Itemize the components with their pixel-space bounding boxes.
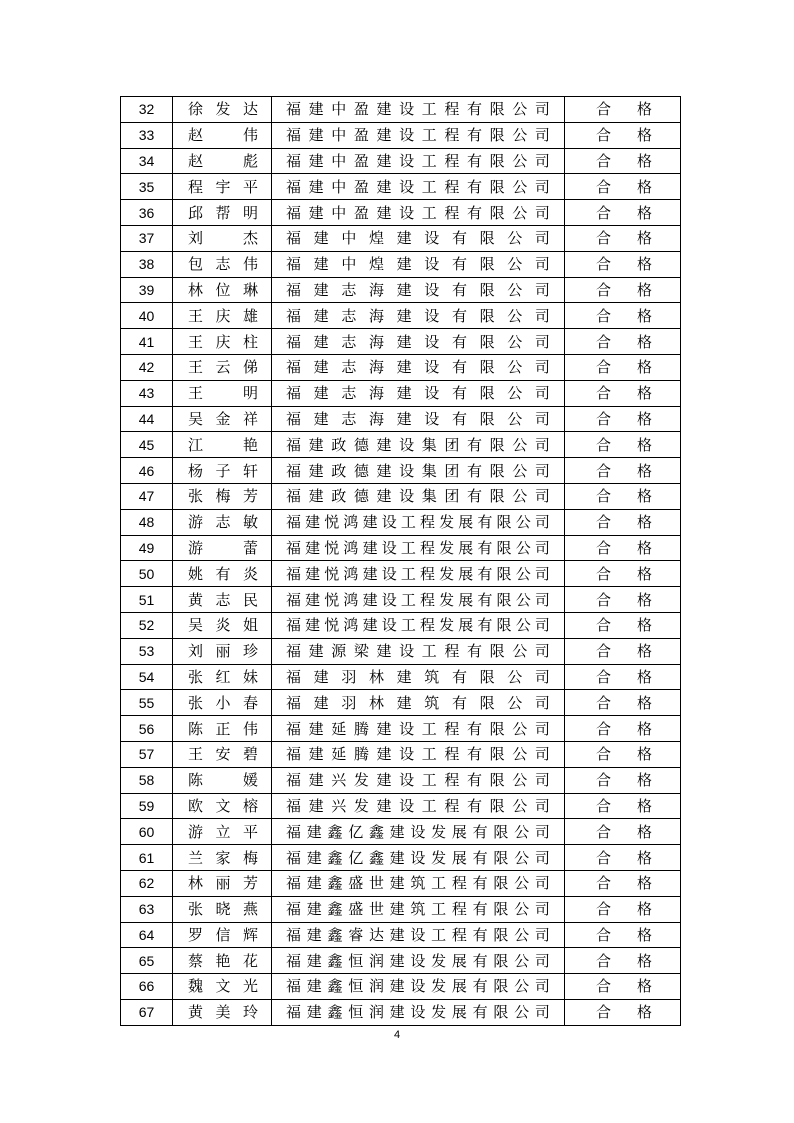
person-name-cell xyxy=(173,174,272,200)
table-row xyxy=(121,819,681,845)
company-name-cell xyxy=(272,122,565,148)
result-text: 合 格 xyxy=(596,332,652,351)
person-name: 姚 有 炎 xyxy=(188,564,258,583)
result-text-cell xyxy=(565,587,681,613)
row-number: 62 xyxy=(121,870,173,896)
row-number: 33 xyxy=(121,122,173,148)
result-text-cell xyxy=(565,148,681,174)
person-name-cell xyxy=(173,767,272,793)
person-name-cell xyxy=(173,122,272,148)
company-name: 福 建 鑫 亿 鑫 建 设 发 展 有 限 公 司 xyxy=(286,848,550,867)
company-name: 福 建 悦 鸿 建 设 工 程 发 展 有 限 公 司 xyxy=(286,538,550,557)
person-name: 徐 发 达 xyxy=(188,100,258,119)
company-name-cell xyxy=(272,148,565,174)
company-name-cell xyxy=(272,870,565,896)
row-number: 66 xyxy=(121,974,173,1000)
row-number: 56 xyxy=(121,716,173,742)
row-number: 61 xyxy=(121,845,173,871)
company-name: 福 建 中 盈 建 设 工 程 有 限 公 司 xyxy=(286,203,550,222)
person-name: 张 红 妹 xyxy=(188,667,258,686)
person-name-cell xyxy=(173,483,272,509)
result-text-cell xyxy=(565,303,681,329)
company-name-cell xyxy=(272,200,565,226)
company-name: 福 建 志 海 建 设 有 限 公 司 xyxy=(286,409,550,428)
table-row xyxy=(121,638,681,664)
person-name-cell xyxy=(173,380,272,406)
person-name: 林 位 琳 xyxy=(188,280,258,299)
company-name: 福 建 鑫 盛 世 建 筑 工 程 有 限 公 司 xyxy=(286,900,550,919)
person-name: 陈 正 伟 xyxy=(188,719,258,738)
result-text-cell xyxy=(565,97,681,123)
company-name-cell xyxy=(272,509,565,535)
company-name: 福 建 悦 鸿 建 设 工 程 发 展 有 限 公 司 xyxy=(286,564,550,583)
table-row xyxy=(121,200,681,226)
company-name: 福 建 鑫 恒 润 建 设 发 展 有 限 公 司 xyxy=(286,977,550,996)
result-text: 合 格 xyxy=(596,409,652,428)
person-name: 陈 媛 xyxy=(188,771,258,790)
result-text: 合 格 xyxy=(596,280,652,299)
person-name: 刘 丽 珍 xyxy=(188,642,258,661)
row-number: 41 xyxy=(121,329,173,355)
company-name: 福 建 志 海 建 设 有 限 公 司 xyxy=(286,332,550,351)
row-number: 51 xyxy=(121,587,173,613)
result-text: 合 格 xyxy=(596,951,652,970)
result-text: 合 格 xyxy=(596,151,652,170)
table-row xyxy=(121,458,681,484)
row-number: 67 xyxy=(121,999,173,1025)
table-row xyxy=(121,329,681,355)
person-name-cell xyxy=(173,819,272,845)
company-name-cell xyxy=(272,690,565,716)
person-name: 杨 子 轩 xyxy=(188,461,258,480)
person-name: 王 庆 雄 xyxy=(188,306,258,325)
result-text: 合 格 xyxy=(596,487,652,506)
person-name: 吴 金 祥 xyxy=(188,409,258,428)
company-name-cell xyxy=(272,561,565,587)
company-name-cell xyxy=(272,432,565,458)
company-name-cell xyxy=(272,896,565,922)
result-text: 合 格 xyxy=(596,977,652,996)
company-name-cell xyxy=(272,277,565,303)
company-name-cell xyxy=(272,819,565,845)
row-number: 43 xyxy=(121,380,173,406)
person-name-cell xyxy=(173,690,272,716)
company-name-cell xyxy=(272,174,565,200)
result-text: 合 格 xyxy=(596,306,652,325)
company-name: 福 建 鑫 亿 鑫 建 设 发 展 有 限 公 司 xyxy=(286,822,550,841)
table-row xyxy=(121,587,681,613)
result-text: 合 格 xyxy=(596,1003,652,1022)
row-number: 59 xyxy=(121,793,173,819)
result-text-cell xyxy=(565,122,681,148)
company-name-cell xyxy=(272,612,565,638)
result-text: 合 格 xyxy=(596,693,652,712)
person-name-cell xyxy=(173,303,272,329)
company-name-cell xyxy=(272,587,565,613)
result-text: 合 格 xyxy=(596,822,652,841)
person-name-cell xyxy=(173,638,272,664)
table-row xyxy=(121,225,681,251)
result-text-cell xyxy=(565,432,681,458)
company-name: 福 建 中 盈 建 设 工 程 有 限 公 司 xyxy=(286,100,550,119)
result-text-cell xyxy=(565,225,681,251)
person-name-cell xyxy=(173,251,272,277)
company-name-cell xyxy=(272,303,565,329)
table-row xyxy=(121,277,681,303)
result-text: 合 格 xyxy=(596,745,652,764)
row-number: 50 xyxy=(121,561,173,587)
result-text-cell xyxy=(565,896,681,922)
row-number: 38 xyxy=(121,251,173,277)
person-name: 游 蕾 xyxy=(188,538,258,557)
result-text-cell xyxy=(565,793,681,819)
row-number: 64 xyxy=(121,922,173,948)
result-text-cell xyxy=(565,716,681,742)
result-text-cell xyxy=(565,638,681,664)
company-name-cell xyxy=(272,225,565,251)
result-text-cell xyxy=(565,406,681,432)
person-name-cell xyxy=(173,148,272,174)
row-number: 37 xyxy=(121,225,173,251)
table-row xyxy=(121,845,681,871)
company-name: 福 建 中 煌 建 设 有 限 公 司 xyxy=(286,255,550,274)
person-name: 欧 文 榕 xyxy=(188,796,258,815)
person-name-cell xyxy=(173,999,272,1025)
result-text-cell xyxy=(565,354,681,380)
person-name: 江 艳 xyxy=(188,435,258,454)
result-text-cell xyxy=(565,277,681,303)
company-name: 福 建 延 腾 建 设 工 程 有 限 公 司 xyxy=(286,745,550,764)
row-number: 55 xyxy=(121,690,173,716)
table-row xyxy=(121,716,681,742)
company-name: 福 建 中 盈 建 设 工 程 有 限 公 司 xyxy=(286,126,550,145)
table-row xyxy=(121,406,681,432)
result-text: 合 格 xyxy=(596,177,652,196)
person-name-cell xyxy=(173,561,272,587)
company-name: 福 建 兴 发 建 设 工 程 有 限 公 司 xyxy=(286,771,550,790)
company-name-cell xyxy=(272,483,565,509)
table-row xyxy=(121,535,681,561)
table-row xyxy=(121,793,681,819)
table-row xyxy=(121,509,681,535)
person-name: 王 明 xyxy=(188,384,258,403)
person-name-cell xyxy=(173,716,272,742)
person-name: 王 云 俤 xyxy=(188,358,258,377)
company-name: 福 建 延 腾 建 设 工 程 有 限 公 司 xyxy=(286,719,550,738)
company-name-cell xyxy=(272,458,565,484)
person-name: 邱 帮 明 xyxy=(188,203,258,222)
person-name: 张 梅 芳 xyxy=(188,487,258,506)
result-text-cell xyxy=(565,329,681,355)
row-number: 46 xyxy=(121,458,173,484)
result-text-cell xyxy=(565,948,681,974)
result-text-cell xyxy=(565,458,681,484)
company-name-cell xyxy=(272,535,565,561)
result-text: 合 格 xyxy=(596,126,652,145)
person-name: 吴 炎 姐 xyxy=(188,616,258,635)
person-name: 蔡 艳 花 xyxy=(188,951,258,970)
person-name-cell xyxy=(173,200,272,226)
result-text-cell xyxy=(565,612,681,638)
company-name: 福 建 中 盈 建 设 工 程 有 限 公 司 xyxy=(286,151,550,170)
company-name-cell xyxy=(272,406,565,432)
table-row xyxy=(121,767,681,793)
result-text: 合 格 xyxy=(596,771,652,790)
person-name-cell xyxy=(173,97,272,123)
table-row xyxy=(121,922,681,948)
table-row xyxy=(121,870,681,896)
table-row xyxy=(121,380,681,406)
person-name-cell xyxy=(173,845,272,871)
person-name: 黄 美 玲 xyxy=(188,1003,258,1022)
table-row xyxy=(121,251,681,277)
person-name-cell xyxy=(173,896,272,922)
table-row xyxy=(121,999,681,1025)
results-table-body xyxy=(121,97,681,1026)
result-text: 合 格 xyxy=(596,384,652,403)
company-name: 福 建 鑫 盛 世 建 筑 工 程 有 限 公 司 xyxy=(286,874,550,893)
result-text: 合 格 xyxy=(596,796,652,815)
company-name: 福 建 源 梁 建 设 工 程 有 限 公 司 xyxy=(286,642,550,661)
person-name: 王 安 碧 xyxy=(188,745,258,764)
result-text: 合 格 xyxy=(596,229,652,248)
company-name-cell xyxy=(272,97,565,123)
person-name-cell xyxy=(173,509,272,535)
company-name-cell xyxy=(272,354,565,380)
result-text-cell xyxy=(565,741,681,767)
row-number: 57 xyxy=(121,741,173,767)
person-name-cell xyxy=(173,329,272,355)
result-text-cell xyxy=(565,251,681,277)
result-text-cell xyxy=(565,664,681,690)
company-name-cell xyxy=(272,716,565,742)
result-text-cell xyxy=(565,561,681,587)
person-name: 赵 伟 xyxy=(188,126,258,145)
company-name-cell xyxy=(272,948,565,974)
person-name: 张 晓 燕 xyxy=(188,900,258,919)
result-text-cell xyxy=(565,819,681,845)
table-row xyxy=(121,896,681,922)
person-name: 黄 志 民 xyxy=(188,590,258,609)
company-name-cell xyxy=(272,767,565,793)
result-text-cell xyxy=(565,767,681,793)
row-number: 52 xyxy=(121,612,173,638)
result-text: 合 格 xyxy=(596,203,652,222)
row-number: 35 xyxy=(121,174,173,200)
result-text-cell xyxy=(565,380,681,406)
result-text: 合 格 xyxy=(596,358,652,377)
row-number: 34 xyxy=(121,148,173,174)
company-name: 福 建 政 德 建 设 集 团 有 限 公 司 xyxy=(286,435,550,454)
person-name-cell xyxy=(173,432,272,458)
person-name: 赵 彪 xyxy=(188,151,258,170)
company-name: 福 建 政 德 建 设 集 团 有 限 公 司 xyxy=(286,487,550,506)
result-text: 合 格 xyxy=(596,719,652,738)
row-number: 63 xyxy=(121,896,173,922)
result-text: 合 格 xyxy=(596,616,652,635)
person-name-cell xyxy=(173,741,272,767)
company-name-cell xyxy=(272,922,565,948)
result-text: 合 格 xyxy=(596,255,652,274)
company-name: 福 建 志 海 建 设 有 限 公 司 xyxy=(286,306,550,325)
result-text-cell xyxy=(565,870,681,896)
company-name: 福 建 志 海 建 设 有 限 公 司 xyxy=(286,358,550,377)
company-name: 福 建 政 德 建 设 集 团 有 限 公 司 xyxy=(286,461,550,480)
row-number: 65 xyxy=(121,948,173,974)
row-number: 54 xyxy=(121,664,173,690)
company-name-cell xyxy=(272,793,565,819)
company-name-cell xyxy=(272,638,565,664)
result-text: 合 格 xyxy=(596,538,652,557)
row-number: 42 xyxy=(121,354,173,380)
table-row xyxy=(121,690,681,716)
result-text: 合 格 xyxy=(596,667,652,686)
result-text: 合 格 xyxy=(596,874,652,893)
row-number: 32 xyxy=(121,97,173,123)
table-row xyxy=(121,612,681,638)
company-name: 福 建 羽 林 建 筑 有 限 公 司 xyxy=(286,693,550,712)
table-row xyxy=(121,974,681,1000)
result-text-cell xyxy=(565,999,681,1025)
company-name-cell xyxy=(272,999,565,1025)
result-text-cell xyxy=(565,174,681,200)
company-name-cell xyxy=(272,329,565,355)
result-text: 合 格 xyxy=(596,435,652,454)
company-name-cell xyxy=(272,664,565,690)
row-number: 58 xyxy=(121,767,173,793)
person-name: 魏 文 光 xyxy=(188,977,258,996)
result-text-cell xyxy=(565,974,681,1000)
result-text: 合 格 xyxy=(596,590,652,609)
row-number: 44 xyxy=(121,406,173,432)
company-name-cell xyxy=(272,845,565,871)
company-name: 福 建 鑫 恒 润 建 设 发 展 有 限 公 司 xyxy=(286,951,550,970)
person-name-cell xyxy=(173,948,272,974)
person-name: 游 立 平 xyxy=(188,822,258,841)
person-name: 刘 杰 xyxy=(188,229,258,248)
person-name: 张 小 春 xyxy=(188,693,258,712)
company-name: 福 建 鑫 恒 润 建 设 发 展 有 限 公 司 xyxy=(286,1003,550,1022)
person-name-cell xyxy=(173,225,272,251)
company-name-cell xyxy=(272,741,565,767)
table-row xyxy=(121,303,681,329)
company-name: 福 建 中 煌 建 设 有 限 公 司 xyxy=(286,229,550,248)
company-name: 福 建 羽 林 建 筑 有 限 公 司 xyxy=(286,667,550,686)
person-name: 游 志 敏 xyxy=(188,513,258,532)
person-name: 罗 信 辉 xyxy=(188,925,258,944)
row-number: 47 xyxy=(121,483,173,509)
result-text: 合 格 xyxy=(596,848,652,867)
table-row xyxy=(121,432,681,458)
table-row xyxy=(121,483,681,509)
person-name-cell xyxy=(173,664,272,690)
person-name: 王 庆 柱 xyxy=(188,332,258,351)
table-row xyxy=(121,741,681,767)
result-text: 合 格 xyxy=(596,900,652,919)
result-text: 合 格 xyxy=(596,513,652,532)
row-number: 36 xyxy=(121,200,173,226)
person-name-cell xyxy=(173,870,272,896)
table-row xyxy=(121,174,681,200)
row-number: 40 xyxy=(121,303,173,329)
person-name: 林 丽 芳 xyxy=(188,874,258,893)
company-name-cell xyxy=(272,251,565,277)
result-text: 合 格 xyxy=(596,564,652,583)
row-number: 53 xyxy=(121,638,173,664)
result-text-cell xyxy=(565,483,681,509)
person-name-cell xyxy=(173,974,272,1000)
person-name-cell xyxy=(173,922,272,948)
table-row xyxy=(121,354,681,380)
company-name: 福 建 兴 发 建 设 工 程 有 限 公 司 xyxy=(286,796,550,815)
row-number: 45 xyxy=(121,432,173,458)
person-name-cell xyxy=(173,277,272,303)
results-table xyxy=(120,96,681,1026)
company-name-cell xyxy=(272,380,565,406)
result-text: 合 格 xyxy=(596,461,652,480)
person-name: 兰 家 梅 xyxy=(188,848,258,867)
person-name-cell xyxy=(173,793,272,819)
result-text-cell xyxy=(565,200,681,226)
table-row xyxy=(121,948,681,974)
company-name: 福 建 悦 鸿 建 设 工 程 发 展 有 限 公 司 xyxy=(286,616,550,635)
result-text-cell xyxy=(565,922,681,948)
company-name: 福 建 悦 鸿 建 设 工 程 发 展 有 限 公 司 xyxy=(286,513,550,532)
person-name-cell xyxy=(173,354,272,380)
table-row xyxy=(121,122,681,148)
company-name: 福 建 鑫 睿 达 建 设 工 程 有 限 公 司 xyxy=(286,925,550,944)
person-name-cell xyxy=(173,612,272,638)
result-text-cell xyxy=(565,845,681,871)
person-name-cell xyxy=(173,458,272,484)
person-name-cell xyxy=(173,406,272,432)
result-text-cell xyxy=(565,509,681,535)
company-name: 福 建 志 海 建 设 有 限 公 司 xyxy=(286,384,550,403)
person-name: 程 宇 平 xyxy=(188,177,258,196)
row-number: 60 xyxy=(121,819,173,845)
table-row xyxy=(121,97,681,123)
row-number: 48 xyxy=(121,509,173,535)
company-name-cell xyxy=(272,974,565,1000)
person-name: 包 志 伟 xyxy=(188,255,258,274)
table-row xyxy=(121,664,681,690)
result-text-cell xyxy=(565,535,681,561)
result-text: 合 格 xyxy=(596,100,652,119)
company-name: 福 建 志 海 建 设 有 限 公 司 xyxy=(286,280,550,299)
person-name-cell xyxy=(173,587,272,613)
result-text-cell xyxy=(565,690,681,716)
table-row xyxy=(121,148,681,174)
row-number: 39 xyxy=(121,277,173,303)
result-text: 合 格 xyxy=(596,925,652,944)
table-row xyxy=(121,561,681,587)
person-name-cell xyxy=(173,535,272,561)
company-name: 福 建 中 盈 建 设 工 程 有 限 公 司 xyxy=(286,177,550,196)
result-text: 合 格 xyxy=(596,642,652,661)
row-number: 49 xyxy=(121,535,173,561)
company-name: 福 建 悦 鸿 建 设 工 程 发 展 有 限 公 司 xyxy=(286,590,550,609)
page-number: 4 xyxy=(393,1029,401,1041)
